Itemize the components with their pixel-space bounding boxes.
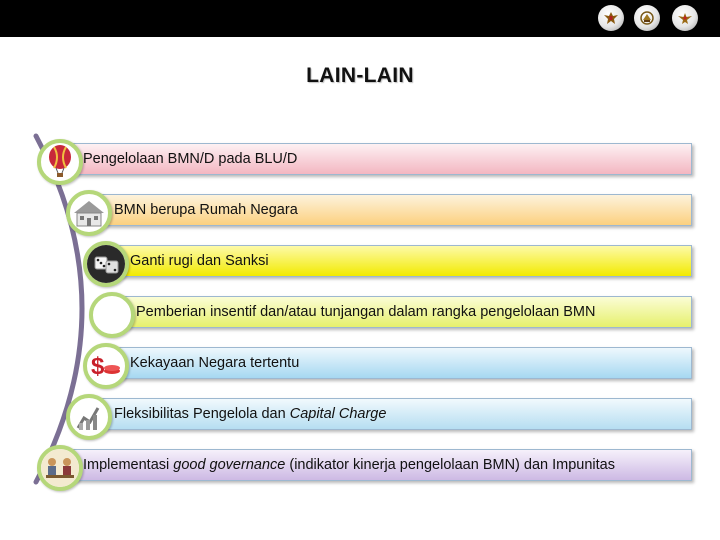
item-label: Pengelolaan BMN/D pada BLU/D bbox=[83, 151, 298, 167]
empty-circle-icon bbox=[89, 292, 135, 338]
list-item-fleksibilitas[interactable] bbox=[95, 398, 692, 430]
house-icon bbox=[66, 190, 112, 236]
item-label: BMN berupa Rumah Negara bbox=[114, 202, 298, 218]
list-item-good-governance[interactable] bbox=[66, 449, 692, 481]
dollar-icon bbox=[83, 343, 129, 389]
item-label: Implementasi good governance (indikator kinerja pengelolaan BMN) dan Impunitas bbox=[83, 457, 615, 473]
list-item-ganti-rugi[interactable] bbox=[112, 245, 692, 277]
list-item-rumah-negara[interactable] bbox=[95, 194, 692, 226]
dice-icon bbox=[83, 241, 129, 287]
list-item-kekayaan-negara[interactable] bbox=[112, 347, 692, 379]
item-label: Kekayaan Negara tertentu bbox=[130, 355, 300, 371]
item-label: Ganti rugi dan Sanksi bbox=[130, 253, 269, 269]
people-meeting-icon bbox=[37, 445, 83, 491]
list-item-bmn-blu[interactable] bbox=[66, 143, 692, 175]
item-label: Pemberian insentif dan/atau tunjangan dalam rangka pengelolaan BMN bbox=[136, 304, 596, 320]
item-label: Fleksibilitas Pengelola dan Capital Charge bbox=[114, 406, 387, 422]
list-item-insentif[interactable] bbox=[118, 296, 692, 328]
svg-text:$: $ bbox=[91, 353, 105, 380]
hot-air-balloon-icon bbox=[37, 139, 83, 185]
page-title: LAIN-LAIN bbox=[306, 64, 414, 87]
chart-icon bbox=[66, 394, 112, 440]
